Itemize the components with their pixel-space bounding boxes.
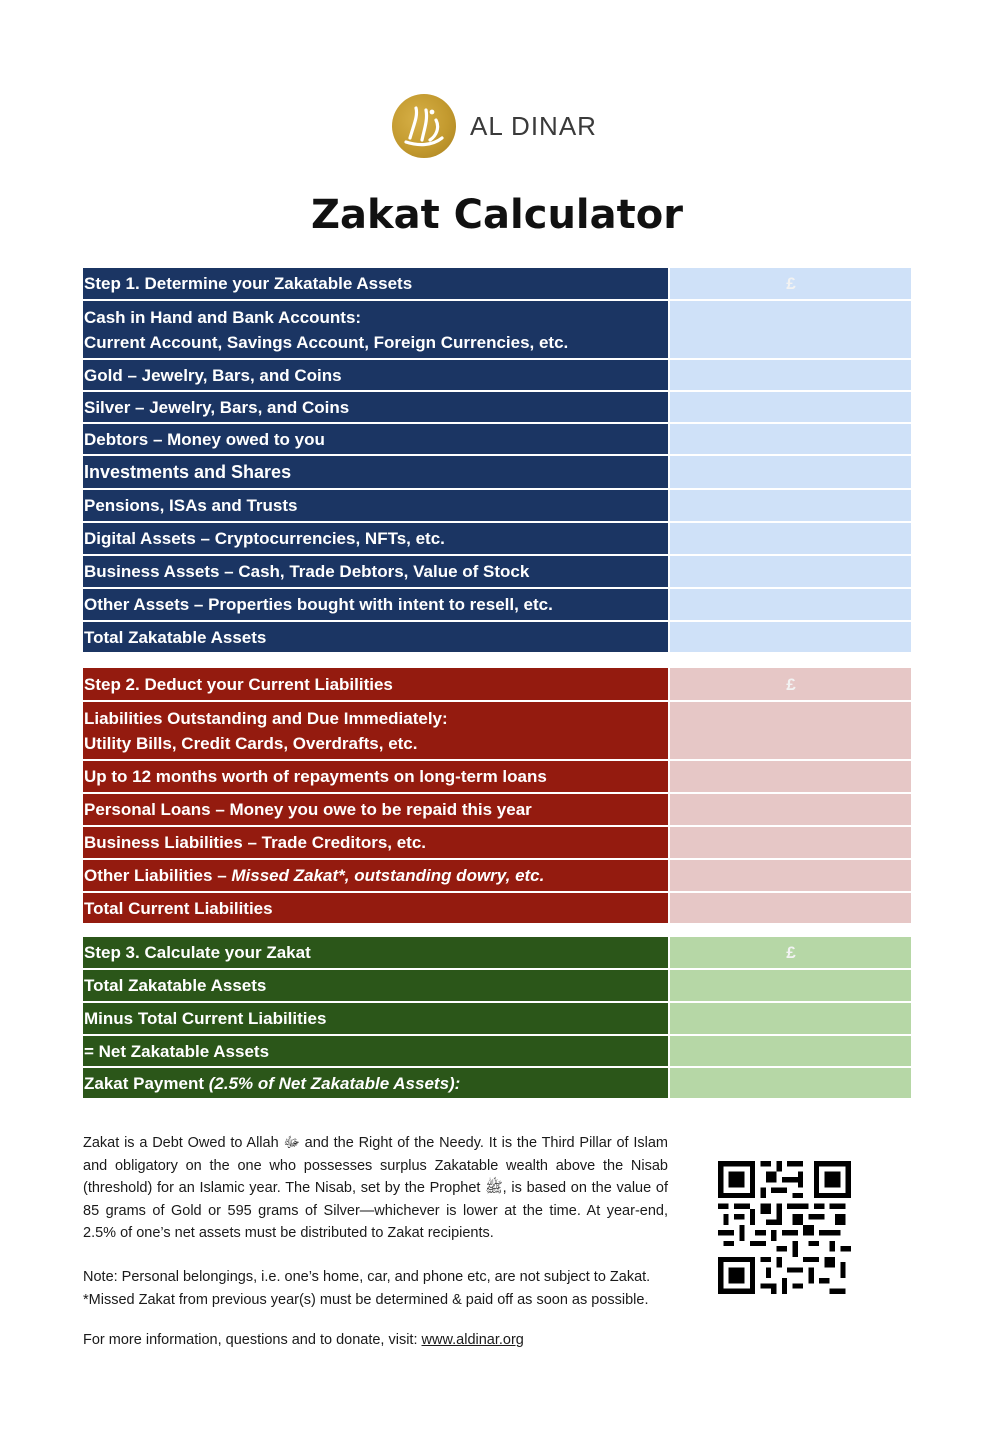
step3-header-row xyxy=(83,937,911,969)
calc-label: = Net Zakatable Assets xyxy=(83,1035,669,1067)
page-title: Zakat Calculator xyxy=(311,192,683,238)
asset-label: Gold – Jewelry, Bars, and Coins xyxy=(83,359,669,391)
zakat-payment-row xyxy=(83,1067,911,1099)
step2-header-row xyxy=(83,668,911,701)
calc-row xyxy=(83,969,911,1002)
amount-input[interactable] xyxy=(669,455,911,489)
asset-label: Cash in Hand and Bank Accounts: Current Account, Savings Account, Foreign Currencies, etc. xyxy=(83,300,669,359)
asset-label: Pensions, ISAs and Trusts xyxy=(83,489,669,522)
amount-input[interactable] xyxy=(669,588,911,621)
liability-label: Liabilities Outstanding and Due Immediately: Utility Bills, Credit Cards, Overdrafts, etc. xyxy=(83,701,669,760)
brand-logo xyxy=(392,92,597,160)
logo-emblem-icon xyxy=(392,94,456,158)
calc-label: Total Zakatable Assets xyxy=(83,969,669,1002)
step1-table xyxy=(83,268,911,654)
amount-input[interactable] xyxy=(669,621,911,653)
website-link[interactable]: www.aldinar.org xyxy=(421,1332,524,1348)
amount-input[interactable] xyxy=(669,892,911,924)
currency-symbol: £ xyxy=(669,268,911,300)
asset-label: Silver – Jewelry, Bars, and Coins xyxy=(83,391,669,423)
asset-label: Business Assets – Cash, Trade Debtors, Value of Stock xyxy=(83,555,669,588)
amount-input[interactable] xyxy=(669,555,911,588)
step1-header-row xyxy=(83,268,911,300)
asset-row xyxy=(83,489,911,522)
qr-code-icon[interactable] xyxy=(718,1161,851,1294)
amount-input[interactable] xyxy=(669,1002,911,1035)
calc-row xyxy=(83,1035,911,1067)
liability-label: Up to 12 months worth of repayments on long-term loans xyxy=(83,760,669,793)
calc-label: Minus Total Current Liabilities xyxy=(83,1002,669,1035)
zakat-description: Zakat is a Debt Owed to Allah ﷻ and the Right of the Needy. It is the Third Pillar of Islam and obligatory on the one who possesses surplus Zakatable wealth above the Nisab (threshold) for an Islamic year. The Nisab, set by the Prophet ﷺ, is based on the value of 85 grams of Gold or 595 grams of Silver—whichever is lower at the time. At year-end, 2.5% of one’s net assets must be distributed to Zakat recipients. xyxy=(83,1135,668,1241)
amount-input[interactable] xyxy=(669,1035,911,1067)
amount-input[interactable] xyxy=(669,489,911,522)
amount-input[interactable] xyxy=(669,391,911,423)
liability-label: Business Liabilities – Trade Creditors, etc. xyxy=(83,826,669,859)
step2-header: Step 2. Deduct your Current Liabilities xyxy=(83,668,669,701)
amount-input[interactable] xyxy=(669,522,911,555)
liability-row xyxy=(83,760,911,793)
note-line: *Missed Zakat from previous year(s) must be determined & paid off as soon as possible. xyxy=(83,1291,649,1308)
notes xyxy=(83,1266,683,1311)
liability-row xyxy=(83,859,911,892)
liability-row xyxy=(83,701,911,760)
asset-row xyxy=(83,455,911,489)
liability-row xyxy=(83,826,911,859)
amount-input[interactable] xyxy=(669,969,911,1002)
amount-input[interactable] xyxy=(669,423,911,455)
asset-label: Digital Assets – Cryptocurrencies, NFTs, etc. xyxy=(83,522,669,555)
amount-input[interactable] xyxy=(669,793,911,826)
amount-input[interactable] xyxy=(669,760,911,793)
brand-name: AL DINAR xyxy=(470,110,597,141)
asset-row xyxy=(83,359,911,391)
asset-row xyxy=(83,555,911,588)
step3-header: Step 3. Calculate your Zakat xyxy=(83,937,669,969)
asset-row xyxy=(83,423,911,455)
amount-input[interactable] xyxy=(669,826,911,859)
asset-row xyxy=(83,391,911,423)
amount-input[interactable] xyxy=(669,859,911,892)
asset-label: Investments and Shares xyxy=(83,455,669,489)
calc-row xyxy=(83,1002,911,1035)
info-line: For more information, questions and to donate, visit: www.aldinar.org xyxy=(83,1332,524,1348)
asset-label: Total Zakatable Assets xyxy=(83,621,669,653)
amount-input[interactable] xyxy=(669,701,911,760)
currency-symbol: £ xyxy=(669,937,911,969)
liability-label: Other Liabilities – Missed Zakat*, outstanding dowry, etc. xyxy=(83,859,669,892)
currency-symbol: £ xyxy=(669,668,911,701)
step2-table xyxy=(83,668,911,925)
amount-input[interactable] xyxy=(669,359,911,391)
step1-header: Step 1. Determine your Zakatable Assets xyxy=(83,268,669,300)
liability-label: Total Current Liabilities xyxy=(83,892,669,924)
step3-table xyxy=(83,937,911,1100)
asset-row xyxy=(83,522,911,555)
asset-label: Other Assets – Properties bought with intent to resell, etc. xyxy=(83,588,669,621)
total-assets-row xyxy=(83,621,911,653)
amount-input[interactable] xyxy=(669,1067,911,1099)
note-line: Note: Personal belongings, i.e. one’s home, car, and phone etc, are not subject to Zakat. xyxy=(83,1269,651,1285)
asset-row xyxy=(83,300,911,359)
asset-label: Debtors – Money owed to you xyxy=(83,423,669,455)
liability-row xyxy=(83,793,911,826)
amount-input[interactable] xyxy=(669,300,911,359)
liability-label: Personal Loans – Money you owe to be repaid this year xyxy=(83,793,669,826)
asset-row xyxy=(83,588,911,621)
calc-label: Zakat Payment (2.5% of Net Zakatable Assets): xyxy=(83,1067,669,1099)
total-liabilities-row xyxy=(83,892,911,924)
